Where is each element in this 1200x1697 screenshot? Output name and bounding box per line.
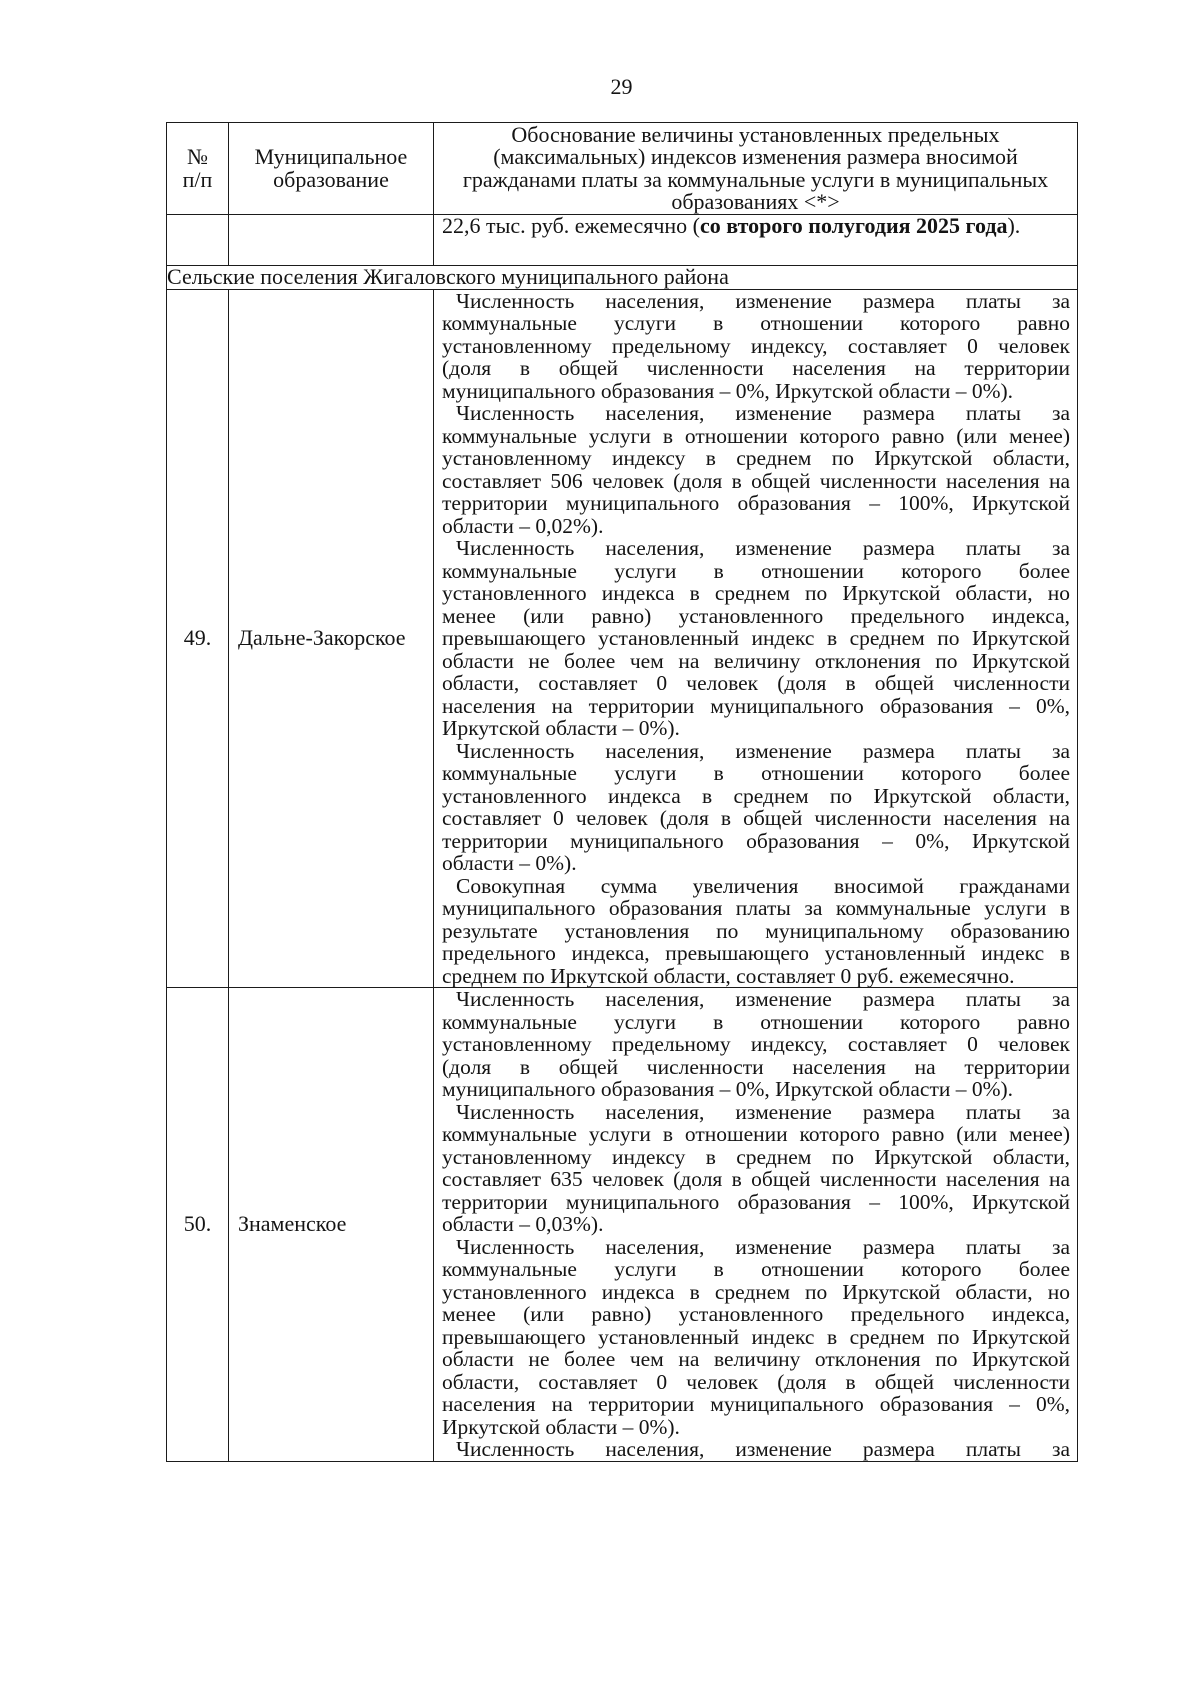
text-line: Численность населения, изменение размера платы за bbox=[456, 288, 1070, 313]
text-line: установленному предельному индексу, составляет 0 человек bbox=[442, 333, 1070, 358]
text-line: территории муниципального образования – 100%, Иркутской bbox=[442, 1189, 1070, 1214]
row-number: 50. bbox=[167, 988, 229, 1462]
continuation-suffix: ). bbox=[1007, 213, 1021, 238]
paragraph bbox=[442, 740, 1070, 875]
section-row bbox=[167, 266, 1078, 290]
continuation-text-cell bbox=[434, 215, 1078, 266]
continuation-municipality-cell bbox=[229, 215, 434, 266]
text-line: коммунальные услуги в отношении которого более bbox=[442, 761, 1070, 785]
continuation-row bbox=[167, 215, 1078, 266]
text-line: области, составляет 0 человек (доля в общей численности bbox=[442, 671, 1070, 695]
header-municipality-line: образование bbox=[273, 166, 389, 192]
text-line: установленного индекса в среднем по Иркутской области, bbox=[442, 783, 1070, 808]
text-line: коммунальные услуги в отношении которого равно bbox=[442, 311, 1070, 335]
continuation-number-cell bbox=[167, 215, 229, 266]
header-justification-cell bbox=[434, 123, 1078, 215]
municipality-name: Знаменское bbox=[229, 988, 434, 1462]
text-line: установленному предельному индексу, составляет 0 человек bbox=[442, 1032, 1070, 1056]
text-line: предельного индекса, превышающего установленный индекс в bbox=[442, 941, 1070, 965]
text-line: области, составляет 0 человек (доля в общей численности bbox=[442, 1369, 1070, 1394]
justification-cell bbox=[434, 289, 1078, 988]
text-line: области не более чем на величину отклонения по Иркутской bbox=[442, 648, 1070, 673]
paragraph bbox=[442, 875, 1070, 988]
header-number-line: п/п bbox=[182, 166, 213, 192]
text-line: Численность населения, изменение размера платы за bbox=[456, 401, 1070, 425]
text-line: населения на территории муниципального образования – 0%, bbox=[442, 1392, 1070, 1416]
text-line: составляет 635 человек (доля в общей численности населения на bbox=[442, 1167, 1070, 1191]
text-line: Численность населения, изменение размера платы за bbox=[456, 1234, 1070, 1259]
paragraph bbox=[442, 537, 1070, 740]
text-line: территории муниципального образования – 0%, Иркутской bbox=[442, 828, 1070, 853]
paragraph bbox=[442, 1438, 1070, 1461]
text-line: области – 0,02%). bbox=[442, 513, 604, 538]
text-line: превышающего установленный индекс в среднем по Иркутской bbox=[442, 626, 1070, 650]
text-line: менее (или равно) установленного предельного индекса, bbox=[442, 1302, 1070, 1326]
table-row bbox=[167, 289, 1078, 988]
header-justification-line: (максимальных) индексов изменения размера вносимой bbox=[493, 144, 1018, 169]
text-line: территории муниципального образования – 100%, Иркутской bbox=[442, 491, 1070, 515]
text-line: коммунальные услуги в отношении которого равно (или менее) bbox=[442, 423, 1070, 448]
header-justification-line: гражданами платы за коммунальные услуги в муниципальных bbox=[462, 166, 1049, 192]
table-row bbox=[167, 988, 1078, 1462]
section-title: Сельские поселения Жигаловского муниципального района bbox=[167, 266, 1078, 290]
continuation-bold: со второго полугодия 2025 года bbox=[700, 213, 1008, 238]
text-line: результате установления по муниципальному образованию bbox=[442, 918, 1070, 943]
text-line: Численность населения, изменение размера платы за bbox=[456, 1099, 1070, 1124]
row-number: 49. bbox=[167, 289, 229, 988]
text-line: установленного индекса в среднем по Иркутской области, но bbox=[442, 581, 1070, 605]
text-line: Численность населения, изменение размера платы за bbox=[456, 1437, 1070, 1461]
text-line: Численность населения, изменение размера платы за bbox=[456, 987, 1070, 1011]
text-line: превышающего установленный индекс в среднем по Иркутской bbox=[442, 1324, 1070, 1349]
text-line: Численность населения, изменение размера платы за bbox=[456, 738, 1070, 763]
table-header-row bbox=[167, 123, 1078, 215]
text-line: установленному индексу в среднем по Иркутской области, bbox=[442, 1144, 1070, 1169]
justification-cell bbox=[434, 988, 1078, 1462]
header-number-line: № bbox=[187, 144, 208, 169]
page-number: 29 bbox=[610, 74, 633, 99]
text-line: муниципального образования – 0%, Иркутской области – 0%). bbox=[442, 378, 1014, 403]
header-number-cell bbox=[167, 123, 229, 215]
paragraph bbox=[442, 290, 1070, 403]
text-line: муниципального образования платы за коммунальные услуги в bbox=[442, 896, 1070, 920]
text-line: области – 0,03%). bbox=[442, 1212, 604, 1236]
text-line: Иркутской области – 0%). bbox=[442, 1414, 680, 1439]
justification-table bbox=[166, 122, 1078, 1462]
paragraph bbox=[442, 988, 1070, 1101]
text-line: коммунальные услуги в отношении которого более bbox=[442, 1257, 1070, 1281]
text-line: области – 0%). bbox=[442, 851, 577, 875]
text-line: Совокупная сумма увеличения вносимой гражданами bbox=[456, 873, 1070, 898]
paragraph bbox=[442, 402, 1070, 537]
text-line: менее (или равно) установленного предельного индекса, bbox=[442, 603, 1070, 628]
text-line: Численность населения, изменение размера платы за bbox=[456, 536, 1070, 560]
continuation-prefix: 22,6 тыс. руб. ежемесячно ( bbox=[442, 213, 700, 238]
text-line: коммунальные услуги в отношении которого равно bbox=[442, 1009, 1070, 1034]
text-line: муниципального образования – 0%, Иркутской области – 0%). bbox=[442, 1077, 1014, 1101]
text-line: коммунальные услуги в отношении которого равно (или менее) bbox=[442, 1122, 1070, 1146]
paragraph bbox=[442, 1236, 1070, 1439]
municipality-name: Дальне-Закорское bbox=[229, 289, 434, 988]
text-line: Иркутской области – 0%). bbox=[442, 716, 680, 740]
text-line: (доля в общей численности населения на территории bbox=[442, 356, 1070, 380]
text-line: среднем по Иркутской области, составляет 0 руб. ежемесячно. bbox=[442, 963, 1015, 988]
text-line: составляет 0 человек (доля в общей численности населения на bbox=[442, 806, 1070, 830]
text-line: установленному индексу в среднем по Иркутской области, bbox=[442, 446, 1070, 470]
text-line: (доля в общей численности населения на территории bbox=[442, 1054, 1070, 1079]
text-line: установленного индекса в среднем по Иркутской области, но bbox=[442, 1279, 1070, 1304]
header-municipality-cell bbox=[229, 123, 434, 215]
continuation-text bbox=[434, 215, 1077, 238]
text-line: составляет 506 человек (доля в общей численности населения на bbox=[442, 468, 1070, 493]
header-justification-line: образованиях <*> bbox=[671, 189, 840, 214]
header-municipality-line: Муниципальное bbox=[254, 144, 408, 169]
text-line: коммунальные услуги в отношении которого более bbox=[442, 558, 1070, 583]
paragraph bbox=[442, 1101, 1070, 1236]
text-line: населения на территории муниципального образования – 0%, bbox=[442, 693, 1070, 718]
text-line: области не более чем на величину отклонения по Иркутской bbox=[442, 1347, 1070, 1371]
header-justification-line: Обоснование величины установленных предельных bbox=[511, 121, 1000, 147]
